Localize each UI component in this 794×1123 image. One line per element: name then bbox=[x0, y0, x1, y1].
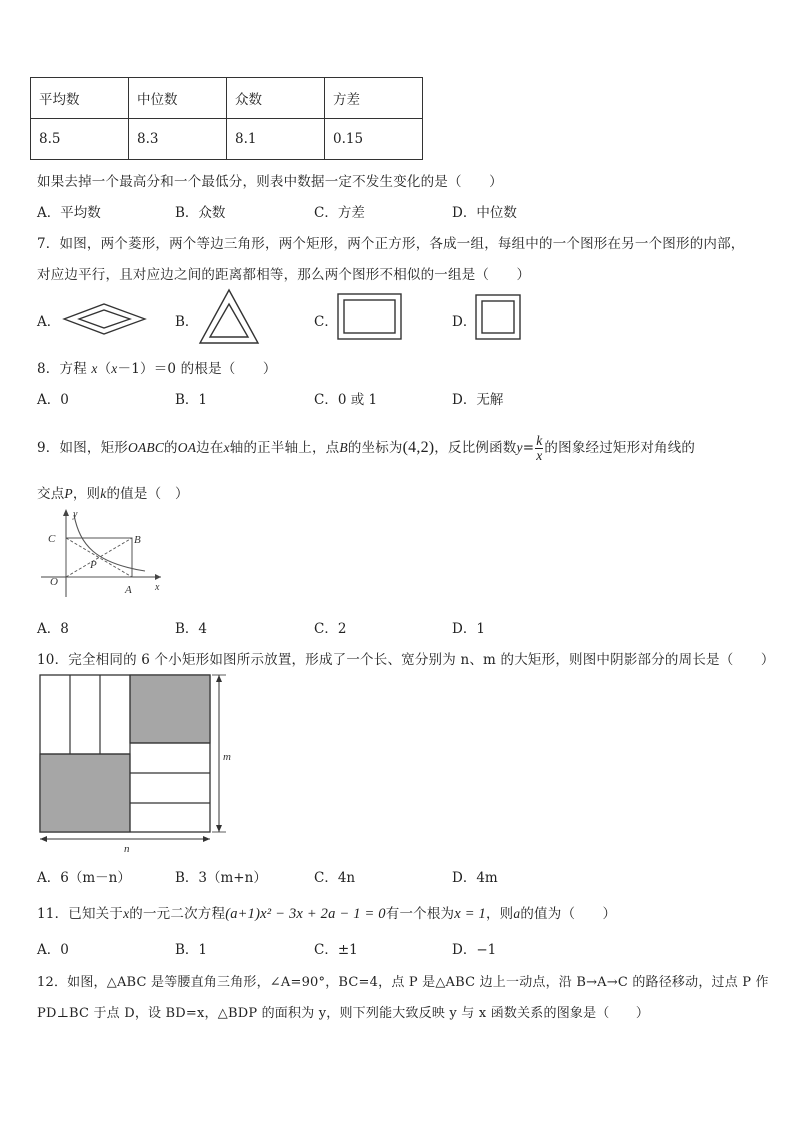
table-cell: 8.5 bbox=[31, 119, 129, 160]
q9-option-c: C．2 bbox=[314, 621, 347, 637]
q8-option-c: C．0 或 1 bbox=[314, 392, 378, 408]
q12-stem-line2: PD⊥BC 于点 D，设 BD=x，△BDP 的面积为 y，则下列能大致反映 y 与 x 函数关系的图象是（ ） bbox=[37, 1006, 650, 1021]
q9-var-oa: OA bbox=[177, 440, 197, 455]
q11-root: x = 1 bbox=[454, 906, 486, 922]
q9-stem-line1 bbox=[37, 434, 695, 463]
q9-rectangle-figure bbox=[35, 505, 165, 600]
q7-option-d: D． bbox=[452, 314, 477, 330]
q11-equation: (a+1)x² − 3x + 2a − 1 = 0 bbox=[225, 906, 386, 922]
q8-option-b: B．1 bbox=[175, 392, 208, 408]
q9-coordinate: (4,2) bbox=[402, 439, 435, 456]
q9-func-y: y bbox=[516, 440, 523, 455]
q9-fraction bbox=[535, 434, 543, 463]
q11-option-a: A．0 bbox=[37, 942, 69, 958]
q10-option-b: B．3（m+n） bbox=[175, 870, 267, 886]
rectangle-pair-figure bbox=[337, 293, 403, 341]
q9-label-a: A bbox=[125, 584, 132, 596]
table-header-cell: 平均数 bbox=[31, 78, 129, 119]
q8-stem bbox=[37, 357, 277, 377]
q9-option-a: A．8 bbox=[37, 621, 69, 637]
q10-stem: 10．完全相同的 6 个小矩形如图所示放置，形成了一个长、宽分别为 n、m 的大矩形，则图中阴影部分的周长是（ ） bbox=[37, 652, 775, 668]
q6-option-d: D．中位数 bbox=[452, 205, 517, 221]
q9-stem-line2 bbox=[37, 482, 189, 502]
table-header-cell: 方差 bbox=[325, 78, 423, 119]
table-header-cell: 众数 bbox=[227, 78, 325, 119]
q9-text: 轴的正半轴上，点 bbox=[229, 440, 340, 456]
q10-option-d: D．4m bbox=[452, 870, 498, 886]
q9-var-b: B bbox=[339, 440, 348, 455]
q9-text: 的坐标为 bbox=[347, 440, 403, 456]
q11-stem bbox=[37, 902, 616, 923]
q9-text: 的 bbox=[164, 440, 178, 456]
q6-option-c: C．方差 bbox=[314, 205, 365, 221]
q10-label-n: n bbox=[124, 843, 130, 855]
q10-label-m: m bbox=[223, 751, 231, 763]
q11-option-c: C．±1 bbox=[314, 942, 358, 958]
q6-option-a: A．平均数 bbox=[37, 205, 101, 221]
q9-var-p: P bbox=[64, 486, 73, 501]
q9-fraction-denominator: x bbox=[536, 448, 543, 463]
q8-var-x: x bbox=[91, 361, 98, 376]
stats-table bbox=[30, 77, 423, 160]
rhombus-pair-figure bbox=[62, 302, 147, 336]
table-cell: 8.3 bbox=[129, 119, 227, 160]
q11-text: 有一个根为 bbox=[385, 906, 455, 922]
q9-text: 的图象经过矩形对角线的 bbox=[544, 440, 696, 456]
q9-label-x: x bbox=[155, 582, 160, 593]
q6-stem: 如果去掉一个最高分和一个最低分，则表中数据一定不发生变化的是（ ） bbox=[37, 174, 503, 190]
q8-var-x2: x bbox=[111, 361, 118, 376]
q8-paren: （ bbox=[97, 361, 112, 377]
q9-text: 边在 bbox=[196, 440, 224, 456]
q10-option-a: A．6（m－n） bbox=[37, 870, 131, 886]
q11-text: 的值为（ ） bbox=[520, 906, 617, 922]
q9-text: ，反比例函数 bbox=[434, 440, 517, 456]
square-pair-figure bbox=[475, 294, 521, 340]
q10-rectangles-figure bbox=[36, 672, 236, 857]
table-row bbox=[31, 119, 423, 160]
triangle-pair-figure bbox=[198, 288, 260, 346]
q9-label-p: P bbox=[90, 559, 97, 571]
q9-fraction-numerator: k bbox=[536, 433, 543, 448]
q9-var-oabc: OABC bbox=[128, 440, 165, 455]
q11-var-x: x bbox=[123, 906, 130, 921]
q11-text: ，则 bbox=[485, 906, 514, 922]
q11-var-a: a bbox=[513, 906, 521, 921]
q9-text: 的值是（ ） bbox=[106, 486, 189, 502]
q8-option-d: D．无解 bbox=[452, 392, 504, 408]
q9-text: 交点 bbox=[37, 486, 65, 502]
table-cell: 0.15 bbox=[325, 119, 423, 160]
q11-option-b: B．1 bbox=[175, 942, 208, 958]
q9-var-k: k bbox=[100, 486, 107, 501]
q7-option-a: A． bbox=[37, 314, 61, 330]
q9-label-y: y bbox=[73, 509, 78, 520]
q7-option-c: C． bbox=[314, 314, 338, 330]
q9-option-b: B．4 bbox=[175, 621, 208, 637]
q9-var-x: x bbox=[223, 440, 230, 455]
q9-label-c: C bbox=[48, 533, 56, 545]
q8-option-a: A．0 bbox=[37, 392, 69, 408]
q11-text: 的一元二次方程 bbox=[129, 906, 226, 922]
table-header-cell: 中位数 bbox=[129, 78, 227, 119]
table-header-row bbox=[31, 78, 423, 119]
q9-text: 9．如图，矩形 bbox=[37, 440, 128, 456]
q7-stem-line2: 对应边平行，且对应边之间的距离都相等，那么两个图形不相似的一组是（ ） bbox=[37, 267, 531, 283]
q11-text: 11．已知关于 bbox=[37, 906, 124, 922]
q9-label-b: B bbox=[134, 534, 141, 546]
q10-option-c: C．4n bbox=[314, 870, 356, 886]
q9-option-d: D．1 bbox=[452, 621, 485, 637]
q8-stem-suffix: －1）＝0 的根是（ ） bbox=[117, 361, 277, 377]
q12-stem-line1: 12．如图，△ABC 是等腰直角三角形，∠A=90°，BC=4，点 P 是△ABC 边上一动点，沿 B→A→C 的路径移动，过点 P 作 bbox=[37, 975, 769, 990]
q11-option-d: D．−1 bbox=[452, 942, 497, 958]
q8-stem-prefix: 8．方程 bbox=[37, 361, 92, 377]
q9-text: ，则 bbox=[72, 486, 101, 502]
q9-label-o: O bbox=[50, 576, 58, 588]
table-cell: 8.1 bbox=[227, 119, 325, 160]
q7-stem-line1: 7．如图，两个菱形，两个等边三角形，两个矩形，两个正方形，各成一组，每组中的一个图形在另一个图形的内部， bbox=[37, 236, 745, 252]
q6-option-b: B．众数 bbox=[175, 205, 226, 221]
q7-option-b: B． bbox=[175, 314, 199, 330]
q9-func-eq: = bbox=[522, 440, 535, 456]
